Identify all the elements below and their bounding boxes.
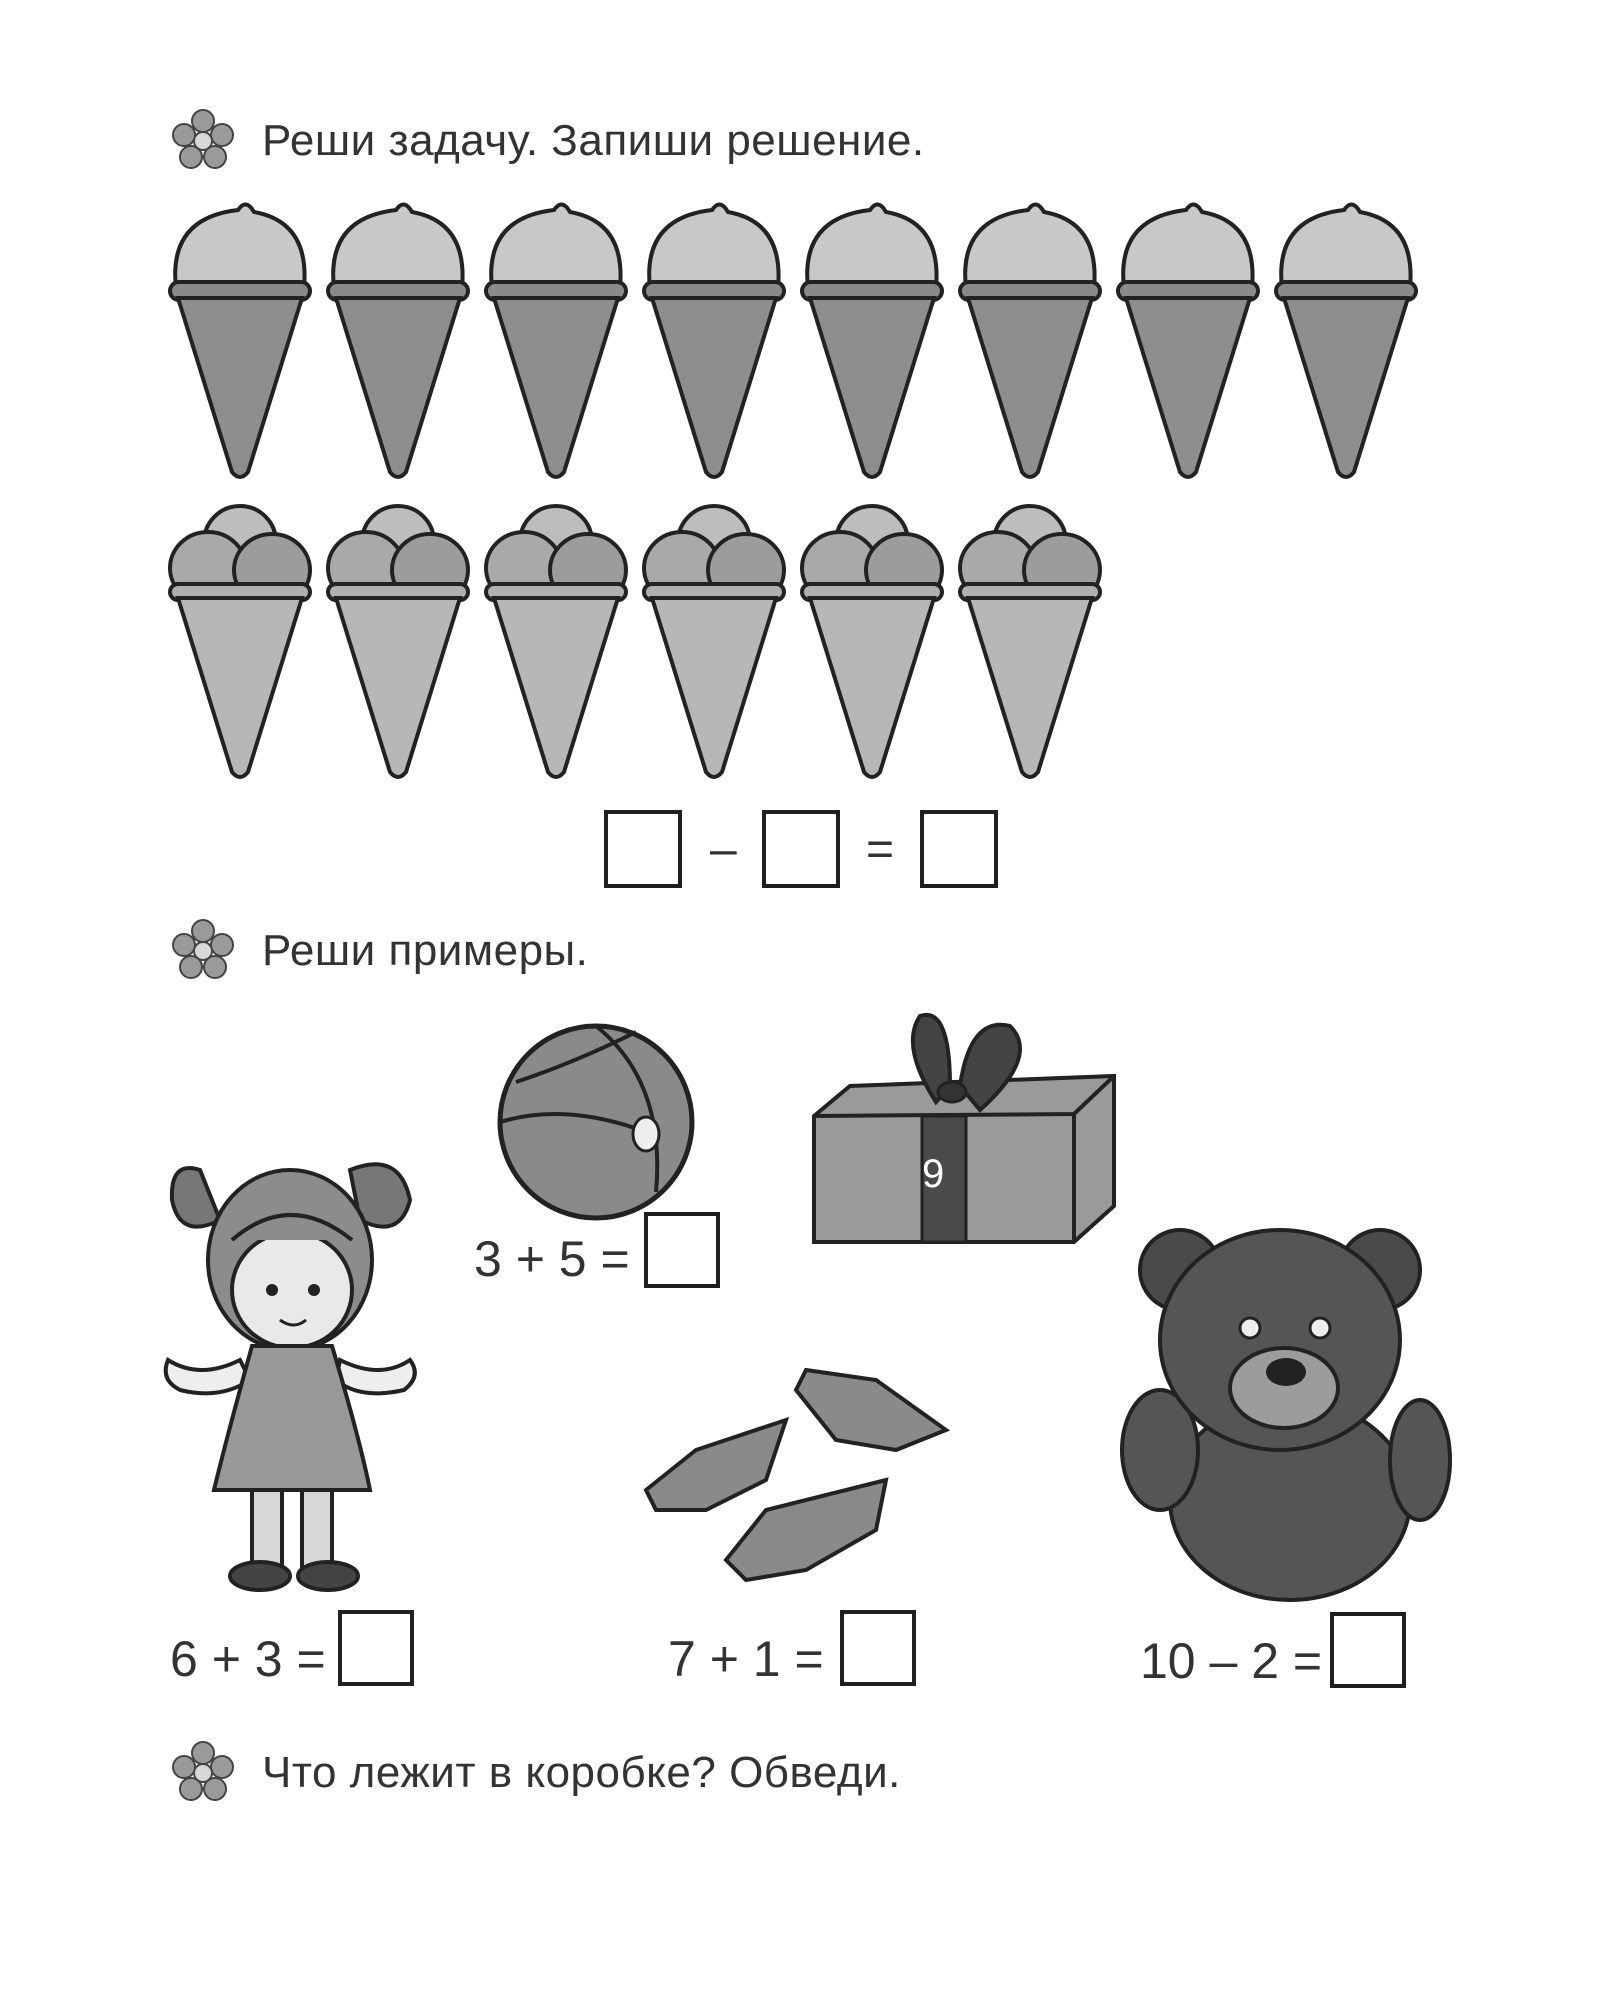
ice-cream-triple-scoop-5 [802, 506, 942, 777]
task-heading-3 [170, 1740, 901, 1806]
gift-number-label: 9 [922, 1152, 945, 1196]
flower-icon [170, 108, 236, 174]
gift-box-illustration [810, 1006, 1120, 1246]
ice-cream-single-scoop-7 [1118, 204, 1258, 477]
answer-box-bear[interactable] [1330, 1612, 1406, 1688]
ice-cream-single-scoop-3 [486, 204, 626, 477]
answer-box-subtrahend[interactable] [762, 810, 840, 888]
task-instruction: Реши задачу. Запиши решение. [262, 116, 925, 165]
answer-box-candies[interactable] [840, 1610, 916, 1686]
task-heading-2 [170, 918, 588, 984]
task-heading-1 [170, 108, 925, 174]
example-candies: 7 + 1 = [668, 1631, 824, 1687]
teddy-bear-illustration [1120, 1210, 1450, 1600]
ice-cream-single-scoop-5 [802, 204, 942, 477]
answer-box-result[interactable] [920, 810, 998, 888]
task-instruction: Что лежит в коробке? Обведи. [262, 1748, 901, 1797]
ice-cream-single-scoop-8 [1276, 204, 1416, 477]
candies-illustration [636, 1360, 956, 1590]
equals-sign: = [866, 823, 895, 876]
flower-icon [170, 918, 236, 984]
doll-illustration [160, 1120, 430, 1590]
ice-cream-single-scoop-2 [328, 204, 468, 477]
ice-cream-triple-scoop-4 [644, 506, 784, 777]
answer-box-ball[interactable] [644, 1212, 720, 1288]
answer-box-doll[interactable] [338, 1610, 414, 1686]
ice-cream-single-scoop-1 [170, 204, 310, 477]
example-ball: 3 + 5 = [474, 1231, 630, 1287]
answer-box-minuend[interactable] [604, 810, 682, 888]
task-instruction: Реши примеры. [262, 926, 589, 975]
flower-icon [170, 1740, 236, 1806]
ice-cream-triple-scoop-3 [486, 506, 626, 777]
example-bear: 10 – 2 = [1140, 1633, 1323, 1689]
ball-illustration [496, 1022, 696, 1222]
ice-cream-triple-scoop-6 [960, 506, 1100, 777]
ice-cream-single-scoop-6 [960, 204, 1100, 477]
example-doll: 6 + 3 = [170, 1631, 326, 1687]
ice-cream-triple-scoop-1 [170, 506, 310, 777]
minus-sign: – [710, 823, 737, 876]
ice-cream-triple-scoop-2 [328, 506, 468, 777]
ice-cream-illustration [168, 198, 1468, 798]
ice-cream-single-scoop-4 [644, 204, 784, 477]
